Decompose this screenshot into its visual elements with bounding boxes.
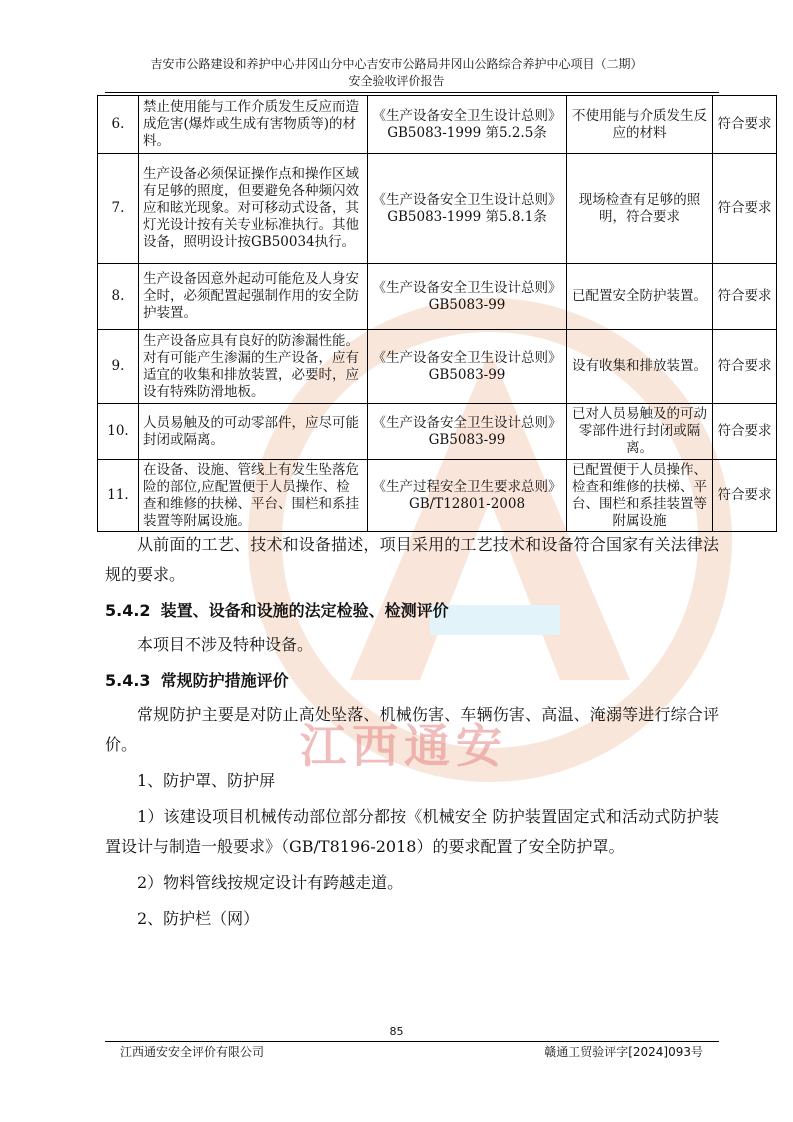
- basis-cell: 《生产设备安全卫生设计总则》GB5083-1999 第5.2.5条: [368, 96, 567, 154]
- check-cell: 不使用能与介质发生反应的材料: [567, 96, 713, 154]
- table-row: [98, 330, 777, 404]
- row-number: 11.: [98, 460, 139, 532]
- check-cell: 现场检查有足够的照明，符合要求: [567, 154, 713, 264]
- footer-report-number: 赣通工贸验评字[2024]093号: [544, 1045, 703, 1059]
- header-line2: 安全验收评价报告: [348, 74, 445, 88]
- section-number: 5.4.2: [105, 601, 151, 620]
- requirement-cell: 生产设备因意外起动可能危及人身安全时，必须配置起强制作用的安全防护装置。: [139, 264, 368, 330]
- check-cell: 已配置安全防护装置。: [567, 264, 713, 330]
- section-number: 5.4.3: [105, 671, 151, 690]
- table-row: [98, 404, 777, 460]
- table-row: [98, 460, 777, 532]
- requirement-cell: 生产设备必须保证操作点和操作区域有足够的照度，但要避免各种频闪效应和眩光现象。对可移动式设备，其灯光设计按有关专业标准执行。其他设备，照明设计按GB50034执行。: [139, 154, 368, 264]
- paragraph: 2、防护栏（网）: [137, 909, 260, 928]
- basis-cell: 《生产设备安全卫生设计总则》GB5083-99: [368, 330, 567, 404]
- table-row: [98, 154, 777, 264]
- header-rule: [105, 92, 719, 93]
- footer-rule: [105, 1041, 719, 1042]
- result-cell: 符合要求: [713, 96, 777, 154]
- section-heading: [105, 596, 719, 626]
- result-cell: 符合要求: [713, 330, 777, 404]
- result-cell: 符合要求: [713, 264, 777, 330]
- paragraph: 本项目不涉及特种设备。: [137, 635, 314, 654]
- paragraph: 1）该建设项目机械传动部位部分都按《机械安全 防护装置固定式和活动式防护装置设计与制造一般要求》（GB/T8196-2018）的要求配置了安全防护罩。: [105, 807, 719, 856]
- section-title: 装置、设备和设施的法定检验、检测评价: [160, 601, 449, 620]
- check-cell: 已对人员易触及的可动零部件进行封闭或隔离。: [567, 404, 713, 460]
- section-heading: [105, 666, 719, 696]
- row-number: 7.: [98, 154, 139, 264]
- header-line1: 吉安市公路建设和养护中心井冈山分中心吉安市公路局井冈山公路综合养护中心项目（二期）: [150, 57, 643, 71]
- requirement-cell: 在设备、设施、管线上有发生坠落危险的部位,应配置便于人员操作、检查和维修的扶梯、平台、围栏和系挂装置等附属设施。: [139, 460, 368, 532]
- row-number: 9.: [98, 330, 139, 404]
- footer-company: 江西通安安全评价有限公司: [120, 1045, 265, 1059]
- paragraph: 1、防护罩、防护屏: [137, 771, 276, 790]
- result-cell: 符合要求: [713, 154, 777, 264]
- requirement-cell: 人员易触及的可动零部件，应尽可能封闭或隔离。: [139, 404, 368, 460]
- basis-cell: 《生产设备安全卫生设计总则》GB5083-99: [368, 264, 567, 330]
- table-row: [98, 96, 777, 154]
- page-header: [0, 56, 793, 90]
- paragraph: 从前面的工艺、技术和设备描述，项目采用的工艺技术和设备符合国家有关法律法规的要求。: [105, 535, 719, 584]
- body-text: [105, 530, 719, 940]
- page-number: 85: [389, 1025, 404, 1038]
- basis-cell: 《生产过程安全卫生要求总则》 GB/T12801-2008: [368, 460, 567, 532]
- requirements-table: [97, 95, 777, 532]
- result-cell: 符合要求: [713, 404, 777, 460]
- paragraph: 常规防护主要是对防止高处坠落、机械伤害、车辆伤害、高温、淹溺等进行综合评价。: [105, 705, 719, 754]
- table-row: [98, 264, 777, 330]
- row-number: 8.: [98, 264, 139, 330]
- requirement-cell: 禁止使用能与工作介质发生反应而造成危害(爆炸或生成有害物质等)的材料。: [139, 96, 368, 154]
- section-title: 常规防护措施评价: [160, 671, 289, 690]
- result-cell: 符合要求: [713, 460, 777, 532]
- basis-cell: 《生产设备安全卫生设计总则》GB5083-99: [368, 404, 567, 460]
- paragraph: 2）物料管线按规定设计有跨越走道。: [137, 873, 404, 892]
- check-cell: 设有收集和排放装置。: [567, 330, 713, 404]
- watermark-text: 江西通安: [300, 719, 508, 773]
- row-number: 10.: [98, 404, 139, 460]
- basis-cell: 《生产设备安全卫生设计总则》GB5083-1999 第5.8.1条: [368, 154, 567, 264]
- row-number: 6.: [98, 96, 139, 154]
- requirement-cell: 生产设备应具有良好的防渗漏性能。对有可能产生渗漏的生产设备，应有适宜的收集和排放装置，必要时，应设有特殊防滑地板。: [139, 330, 368, 404]
- check-cell: 已配置便于人员操作、检查和维修的扶梯、平台、围栏和系挂装置等附属设施: [567, 460, 713, 532]
